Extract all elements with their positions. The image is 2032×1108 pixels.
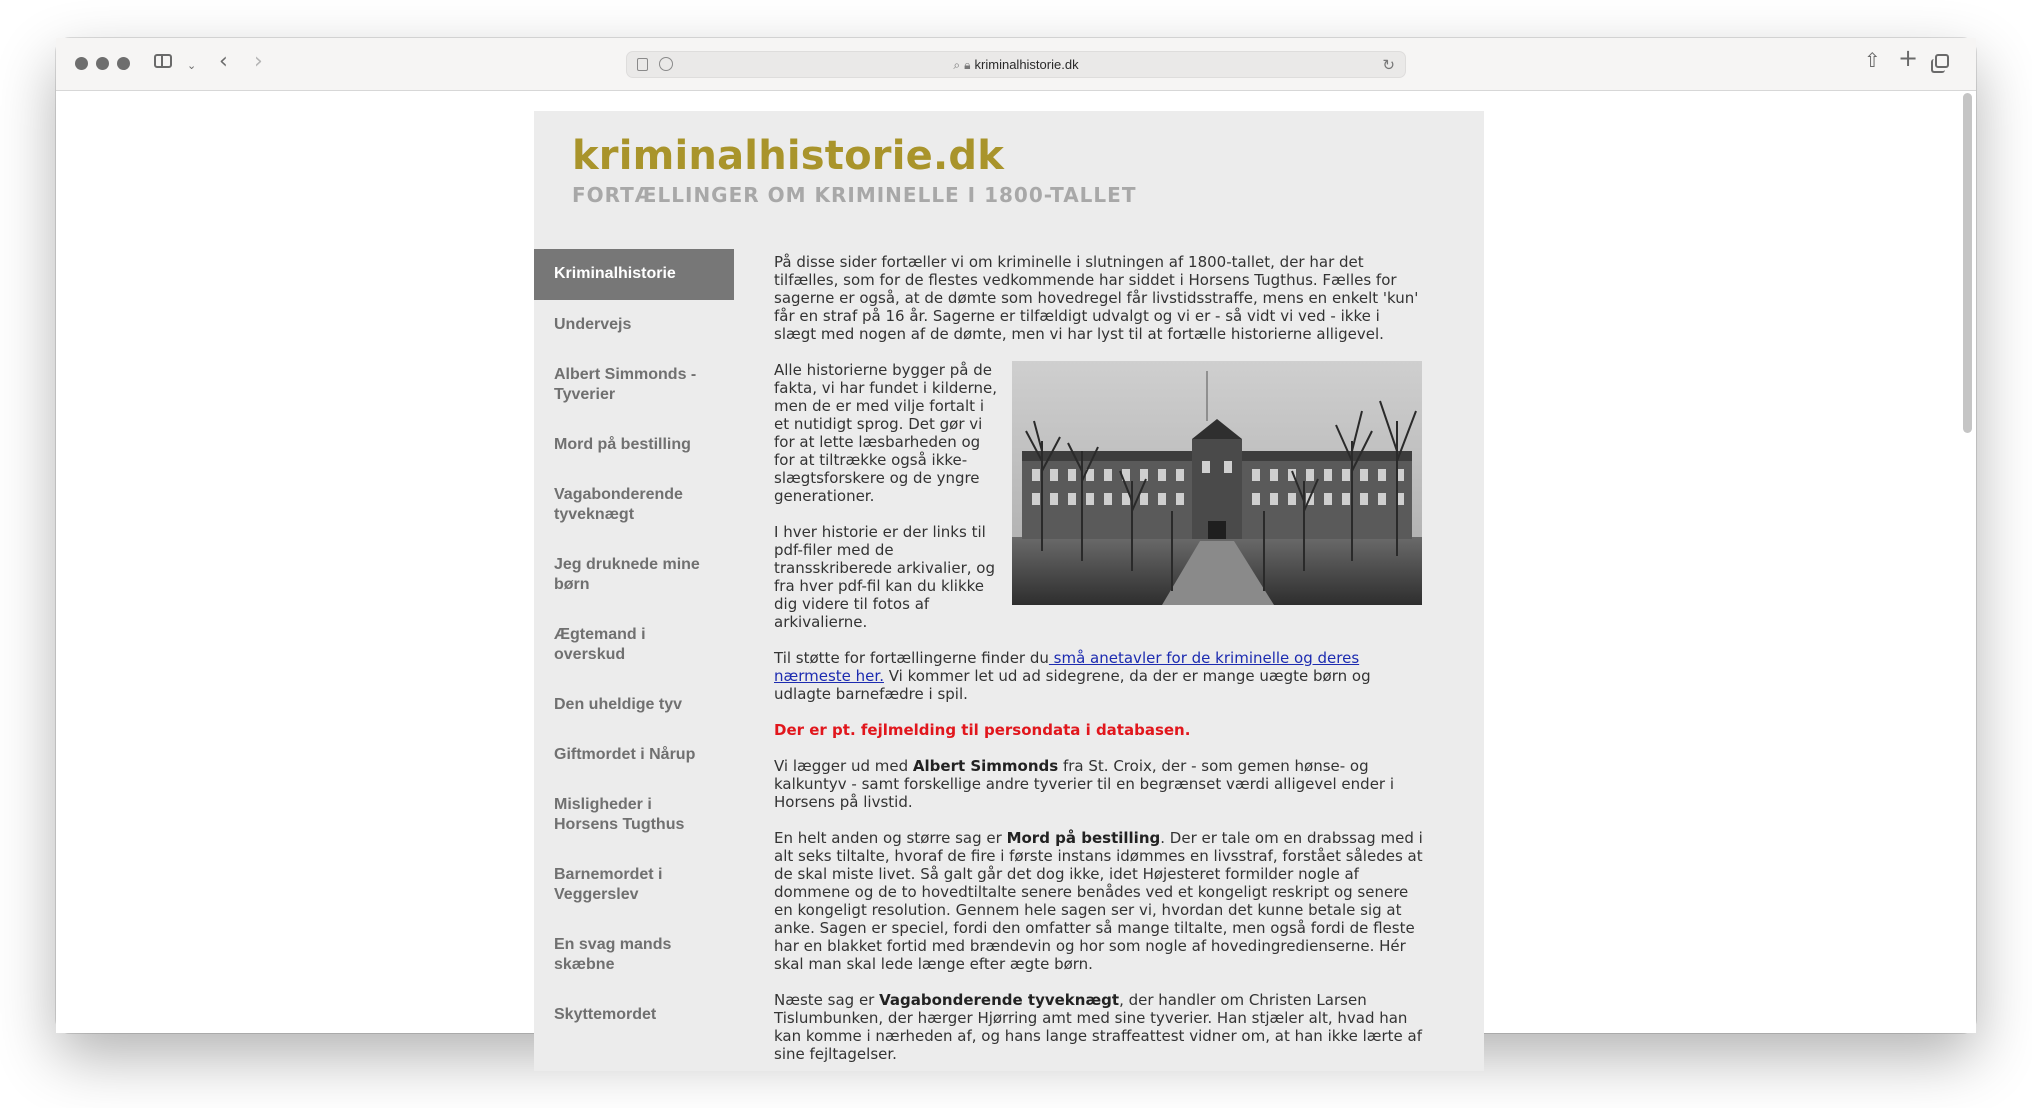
search-icon: ⌕ [953,58,961,72]
anetavler-link[interactable]: små anetavler for de kriminelle og deres nærmeste her. [774,649,1360,685]
forward-button[interactable]: › [254,49,263,74]
nav-item-undervejs[interactable]: Undervejs [554,316,632,333]
window-controls [75,57,130,70]
share-icon[interactable]: ⇧ [1864,48,1881,72]
back-button[interactable]: ‹ [219,49,228,74]
nav-item-misligheder[interactable]: Misligheder i Horsens Tugthus [554,796,685,833]
nav-item-mord-paa-bestilling[interactable]: Mord på bestilling [554,436,691,453]
error-message: Der er pt. fejlmelding til persondata i databasen. [774,721,1191,739]
tab-overview-icon[interactable] [1935,54,1949,68]
reload-icon[interactable]: ↻ [1382,56,1395,74]
nav-item-jeg-druknede-mine-boern[interactable]: Jeg druknede mine børn [554,556,700,593]
nav-item-en-svag-mands-skaebne[interactable]: En svag mands skæbne [554,936,672,973]
albert-bold: Albert Simmonds [912,757,1059,775]
url-display[interactable] [627,57,1405,73]
prison-photo [1012,361,1422,605]
site-subtitle: FORTÆLLINGER OM KRIMINELLE I 1800-TALLET [572,183,1137,207]
url-text: kriminalhistorie.dk [974,57,1079,72]
close-window-button[interactable] [75,57,88,70]
sidebar-toggle-icon[interactable] [154,54,172,68]
mord-bold: Mord på bestilling [1006,829,1161,847]
albert-text-before: Vi lægger ud med [774,757,913,775]
minimize-window-button[interactable] [96,57,109,70]
nav-item-den-uheldige-tyv[interactable]: Den uheldige tyv [554,696,683,713]
lock-icon: 🔒︎ [964,58,971,72]
intro-paragraph: På disse sider fortæller vi om kriminelle i slutningen af 1800-tallet, der har det tilfælles, som for de flestes vedkommende har siddet i Horsens Tugthus. Fælles for sagerne er også, at de dømte som hovedregel får livstidsstraffe, mens en enkelt 'kun' får en straf på 16 år. Sagerne er tilfældigt udvalgt og vi er - så vidt vi ved - ikke i slægt med nogen af de dømte, men vi har lyst til at fortælle historierne alligevel. [774,253,1419,343]
albert-text-after: fra St. Croix, der - som gemen hønse- og kalkuntyv - samt forskellige andre tyverier til en begrænset værdi alligevel ender i Horsens på livstid. [774,757,1395,811]
nav-item-kriminalhistorie[interactable]: Kriminalhistorie [534,249,734,300]
browser-window [56,38,1976,1063]
mord-text-before: En helt anden og større sag er [774,829,1007,847]
vertical-scrollbar[interactable] [1963,93,1972,433]
browser-toolbar [56,38,1976,91]
page-viewport [56,91,1976,1063]
nav-item-vagabonderende-tyveknaegt[interactable]: Vagabonderende tyveknægt [554,486,683,523]
mord-text-after: . Der er tale om en drabssag med i alt seks tiltalte, hvoraf de fire i første instans idømmes en livsstraf, forstået således at de skal miste livet. Så galt går det dog ikke, idet Højesteret formilder nogle af dommene og de to hovedtiltalte senere benådes ved et kongeligt reskript og senere en kongeligt resolution. Gennem hele sagen ser vi, hvordan det kunne betale sig at anke. Sagen er speciel, fordi den omfatter så mange tiltalte, men også fordi de fleste har en blakket fortid med brændevin og hor som nogle af hovedingredienserne. Hér skal man skal lede længe efter ægte børn. [774,829,1423,973]
paragraph-vagabond [774,991,1426,1063]
paragraph-albert [774,757,1426,811]
new-tab-icon[interactable]: + [1898,44,1919,72]
vagabond-text-after: , der handler om Christen Larsen Tislumbunken, der hærger Hjørring amt med sine tyverier. Han stjæler alt, hvad han kan komme i nærheden af, og hans lange straffeattest vidner om, at han ikke lærte af sine fejltagelser. [774,991,1422,1063]
vagabond-bold: Vagabonderende tyveknægt [879,991,1120,1009]
anetavler-text-before: Til støtte for fortællingerne finder du [774,649,1049,667]
page-container [534,111,1484,1071]
nav-item-aegtemand-i-overskud[interactable]: Ægtemand i overskud [554,626,646,663]
paragraph-historier: Alle historierne bygger på de fakta, vi har fundet i kilderne, men de er med vilje fortalt i et nutidigt sprog. Det gør vi for at lette læsbarheden og for at tiltrække også ikke-slægtsforskere og de yngre generationer. [774,361,998,505]
nav-item-skyttemordet[interactable]: Skyttemordet [554,1006,657,1023]
paragraph-anetavler [774,649,1426,703]
anetavler-text-after: Vi kommer let ud ad sidegrene, da der er mange uægte børn og udlagte barnefædre i spil. [774,667,1371,703]
nav-item-barnemordet[interactable]: Barnemordet i Veggerslev [554,866,663,903]
main-content [774,253,1426,1081]
chevron-down-icon[interactable]: ⌄ [187,59,197,72]
vagabond-text-before: Næste sag er [774,991,880,1009]
nav-item-albert-simmonds[interactable]: Albert Simmonds - Tyverier [554,366,697,403]
site-title[interactable]: kriminalhistorie.dk [572,133,1005,179]
paragraph-mord [774,829,1426,973]
zoom-window-button[interactable] [117,57,130,70]
address-bar[interactable] [626,51,1406,78]
paragraph-links: I hver historie er der links til pdf-filer med de transskriberede arkivalier, og fra hver pdf-fil kan du klikke dig videre til fotos af arkivalierne. [774,523,995,631]
nav-item-giftmordet-i-naarup[interactable]: Giftmordet i Nårup [554,746,696,763]
main-nav [534,249,734,1040]
